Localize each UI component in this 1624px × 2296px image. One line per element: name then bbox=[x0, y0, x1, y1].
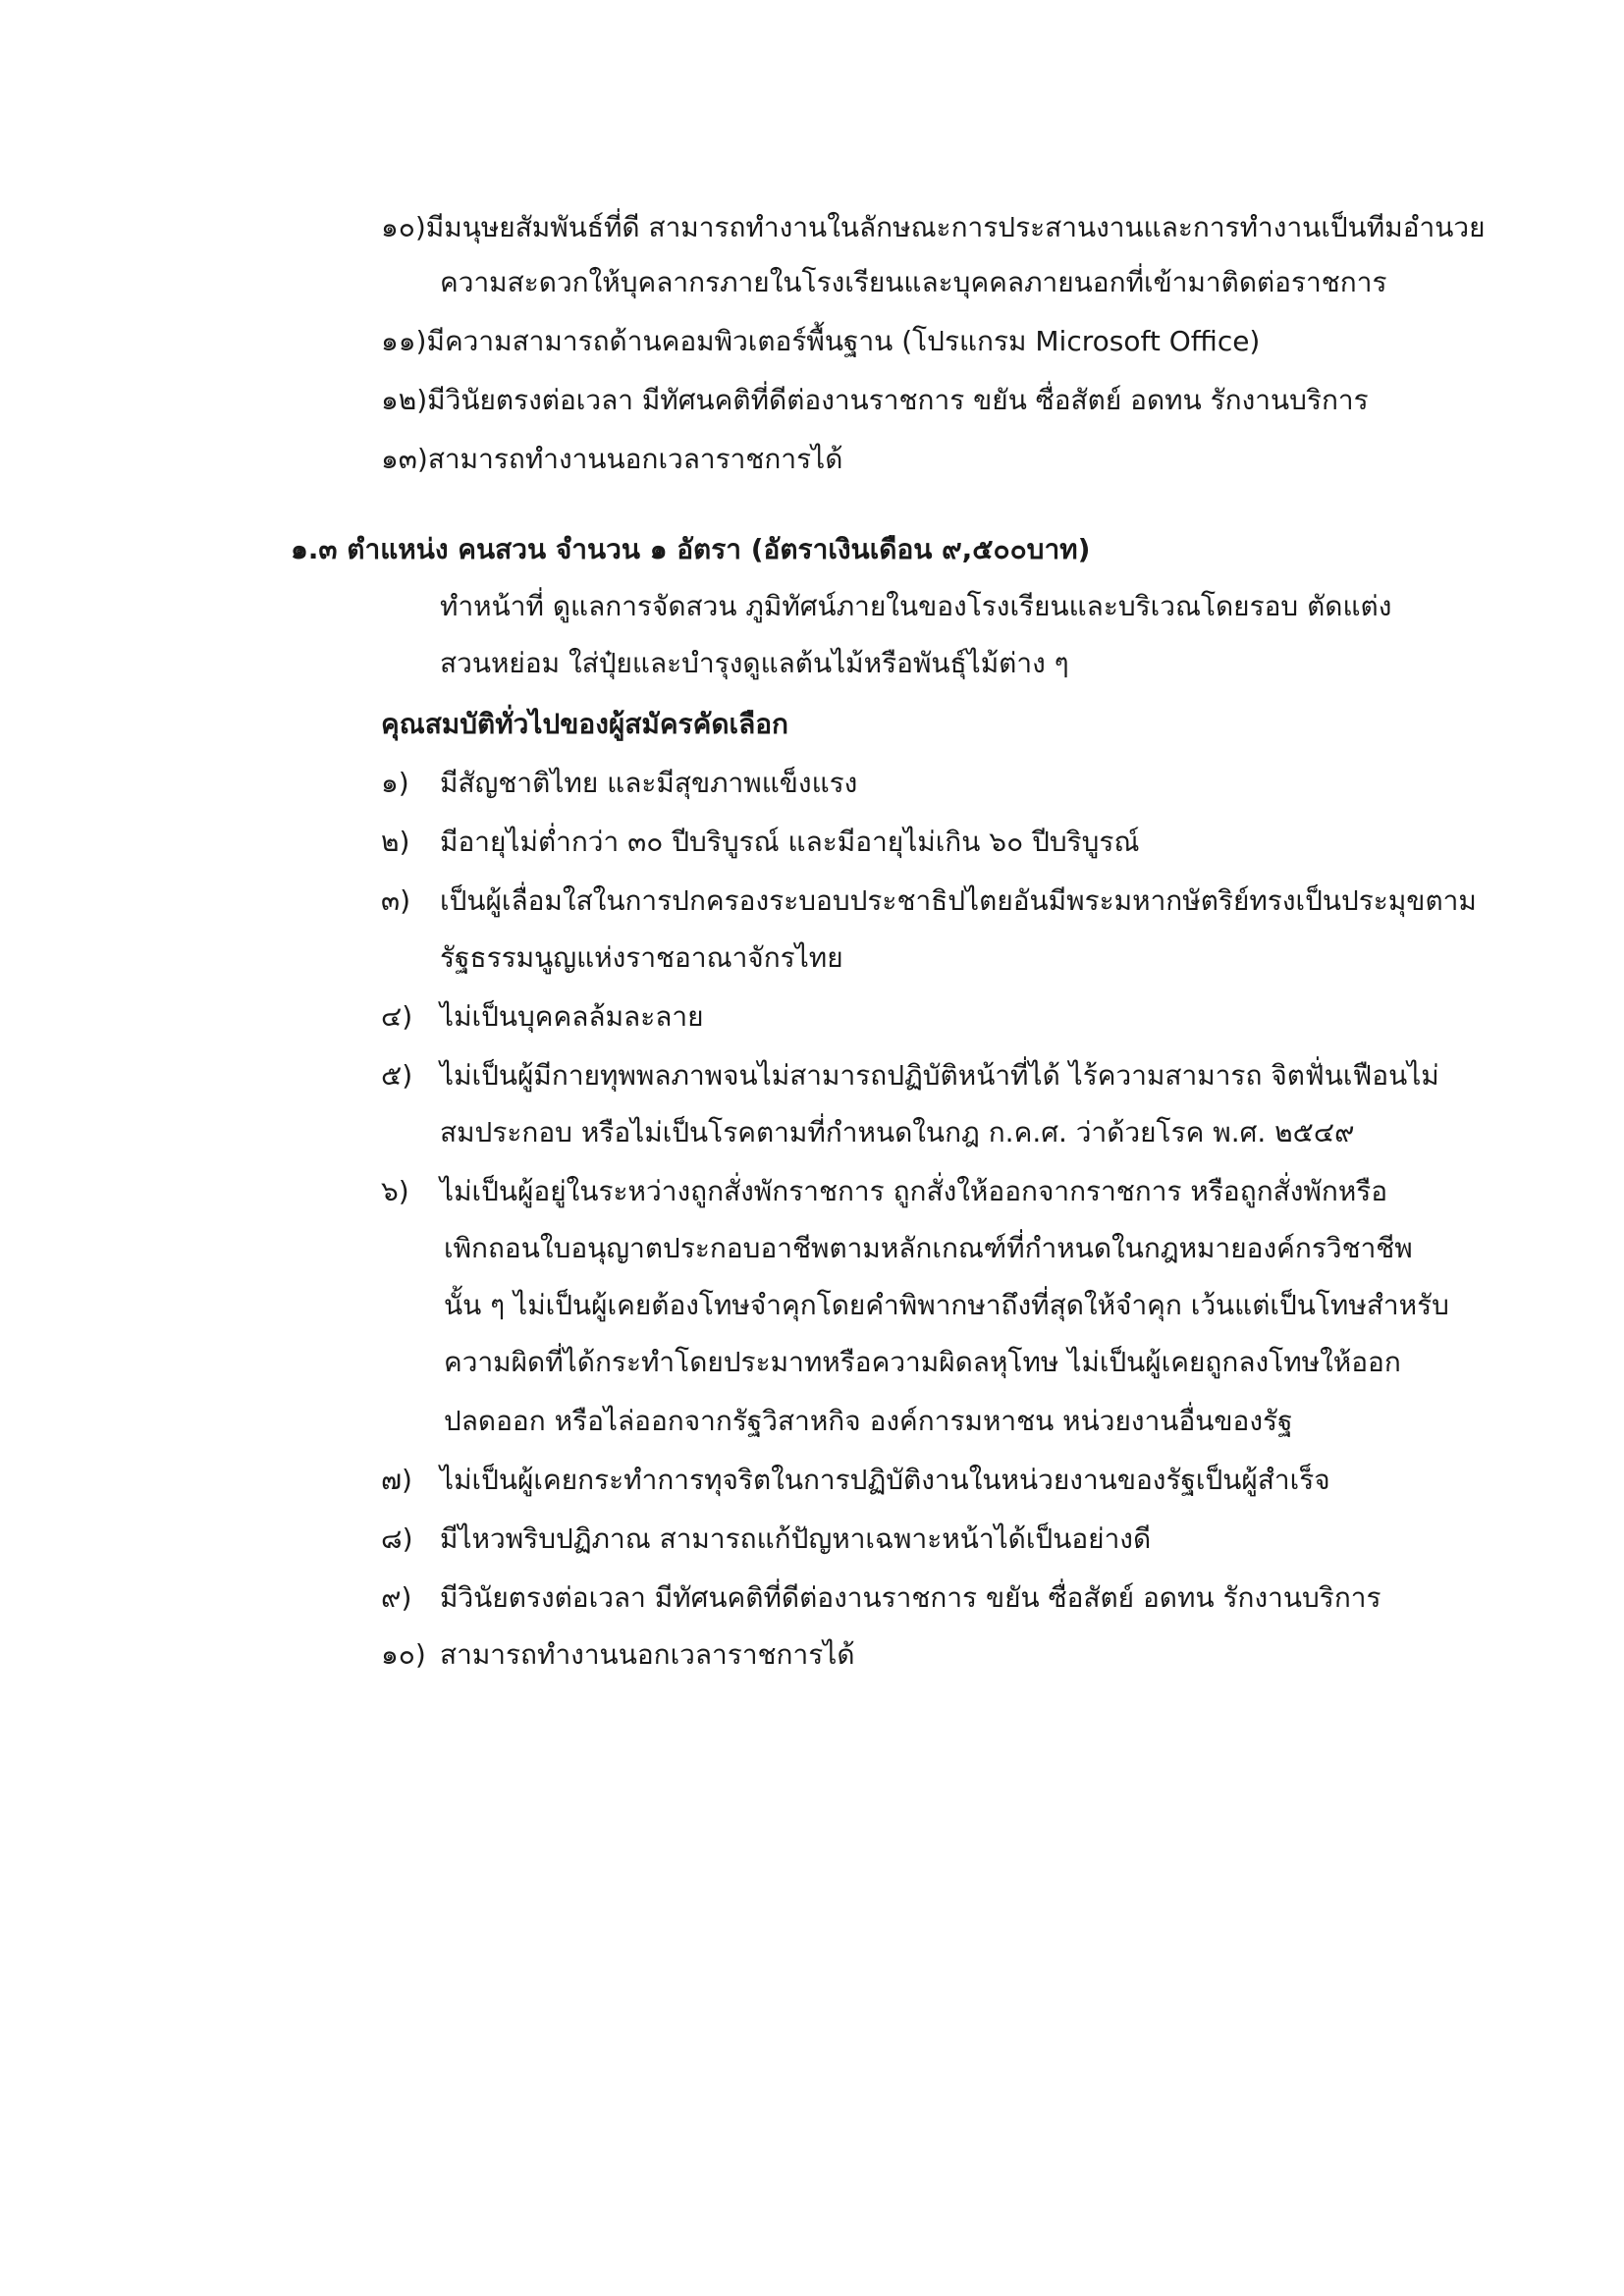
item-number: ๑) bbox=[381, 767, 409, 799]
duty-line-1: ทำหน้าที่ ดูแลการจัดสวน ภูมิทัศน์ภายในของโรงเรียนและบริเวณโดยรอบ ตัดแต่ง bbox=[440, 590, 1392, 622]
qualification-6-continuation-1: เพิกถอนใบอนุญาตประกอบอาชีพตามหลักเกณฑ์ที่กำหนดในกฎหมายองค์กรวิชาชีพ bbox=[444, 1232, 1413, 1264]
qualification-5-continuation: สมประกอบ หรือไม่เป็นโรคตามที่กำหนดในกฎ ก.ค.ศ. ว่าด้วยโรค พ.ศ. ๒๕๔๙ bbox=[440, 1116, 1355, 1148]
item-text: มีไหวพริบปฏิภาณ สามารถแก้ปัญหาเฉพาะหน้าได้เป็นอย่างดี bbox=[440, 1522, 1152, 1555]
qualification-6 bbox=[381, 1172, 1387, 1211]
item-number: ๔) bbox=[381, 1000, 413, 1033]
qualification-4 bbox=[381, 997, 704, 1037]
item-number: ๒) bbox=[381, 826, 410, 858]
qualification-3-continuation: รัฐธรรมนูญแห่งราชอาณาจักรไทย bbox=[440, 941, 843, 974]
item-text: มีอายุไม่ต่ำกว่า ๓๐ ปีบริบูรณ์ และมีอายุไม่เกิน ๖๐ ปีบริบูรณ์ bbox=[440, 826, 1140, 858]
item-text: มีสัญชาติไทย และมีสุขภาพแข็งแรง bbox=[440, 767, 858, 799]
continued-item-11 bbox=[381, 322, 1260, 361]
item-number: ๙) bbox=[381, 1581, 412, 1614]
item-text: ไม่เป็นบุคคลล้มละลาย bbox=[440, 1000, 704, 1033]
item-text: สามารถทำงานนอกเวลาราชการได้ bbox=[440, 1638, 855, 1671]
item-text: ไม่เป็นผู้เคยกระทำการทุจริตในการปฏิบัติงานในหน่วยงานของรัฐเป็นผู้สำเร็จ bbox=[440, 1464, 1330, 1496]
item-number: ๕) bbox=[381, 1059, 413, 1092]
qualification-8 bbox=[381, 1520, 1151, 1559]
item-number: ๑๒) bbox=[381, 384, 428, 416]
qualifications-title: คุณสมบัติทั่วไปของผู้สมัครคัดเลือก bbox=[381, 708, 789, 740]
qualification-10 bbox=[381, 1635, 855, 1675]
qualification-6-continuation-2: นั้น ๆ ไม่เป็นผู้เคยต้องโทษจำคุกโดยคำพิพากษาถึงที่สุดให้จำคุก เว้นแต่เป็นโทษสำหรับ bbox=[444, 1289, 1449, 1321]
continued-item-10-continuation: ความสะดวกให้บุคลากรภายในโรงเรียนและบุคคลภายนอกที่เข้ามาติดต่อราชการ bbox=[440, 266, 1387, 298]
continued-item-13 bbox=[381, 440, 842, 479]
qualification-3 bbox=[381, 881, 1477, 921]
qualification-7 bbox=[381, 1461, 1330, 1500]
duty-line-2: สวนหย่อม ใส่ปุ๋ยและบำรุงดูแลต้นไม้หรือพันธุ์ไม้ต่าง ๆ bbox=[440, 647, 1069, 679]
item-text: มีความสามารถด้านคอมพิวเตอร์พื้นฐาน (โปรแกรม Microsoft Office) bbox=[426, 325, 1261, 357]
item-text: มีมนุษยสัมพันธ์ที่ดี สามารถทำงานในลักษณะการประสานงานและการทำงานเป็นทีมอำนวย bbox=[425, 211, 1486, 243]
item-number: ๘) bbox=[381, 1522, 413, 1555]
item-number: ๑๐) bbox=[381, 211, 426, 243]
item-text: มีวินัยตรงต่อเวลา มีทัศนคติที่ดีต่องานราชการ ขยัน ซื่อสัตย์ อดทน รักงานบริการ bbox=[440, 1581, 1381, 1614]
qualification-1 bbox=[381, 764, 857, 803]
item-number: ๗) bbox=[381, 1464, 412, 1496]
qualification-2 bbox=[381, 823, 1139, 862]
item-text: มีวินัยตรงต่อเวลา มีทัศนคติที่ดีต่องานราชการ ขยัน ซื่อสัตย์ อดทน รักงานบริการ bbox=[427, 384, 1369, 416]
item-number: ๑๐) bbox=[381, 1638, 426, 1671]
item-text: ไม่เป็นผู้มีกายทุพพลภาพจนไม่สามารถปฏิบัติหน้าที่ได้ ไร้ความสามารถ จิตฟั่นเฟือนไม่ bbox=[440, 1059, 1439, 1092]
qualification-6-continuation-3: ความผิดที่ได้กระทำโดยประมาทหรือความผิดลหุโทษ ไม่เป็นผู้เคยถูกลงโทษให้ออก bbox=[444, 1346, 1401, 1378]
item-text: ไม่เป็นผู้อยู่ในระหว่างถูกสั่งพักราชการ ถูกสั่งให้ออกจากราชการ หรือถูกสั่งพักหรือ bbox=[440, 1175, 1388, 1207]
item-text: สามารถทำงานนอกเวลาราชการได้ bbox=[427, 443, 843, 475]
position-heading: ๑.๓ ตำแหน่ง คนสวน จำนวน ๑ อัตรา (อัตราเงินเดือน ๙,๕๐๐บาท) bbox=[291, 533, 1091, 565]
item-number: ๑๓) bbox=[381, 443, 428, 475]
qualification-6-continuation-4: ปลดออก หรือไล่ออกจากรัฐวิสาหกิจ องค์การมหาชน หน่วยงานอื่นของรัฐ bbox=[444, 1405, 1293, 1437]
qualification-9 bbox=[381, 1578, 1381, 1618]
qualification-5 bbox=[381, 1056, 1439, 1095]
item-number: ๑๑) bbox=[381, 325, 427, 357]
item-number: ๖) bbox=[381, 1175, 409, 1207]
item-text: เป็นผู้เลื่อมใสในการปกครองระบอบประชาธิปไตยอันมีพระมหากษัตริย์ทรงเป็นประมุขตาม bbox=[440, 884, 1477, 917]
item-number: ๓) bbox=[381, 884, 411, 917]
continued-item-10 bbox=[381, 208, 1486, 247]
continued-item-12 bbox=[381, 381, 1369, 420]
